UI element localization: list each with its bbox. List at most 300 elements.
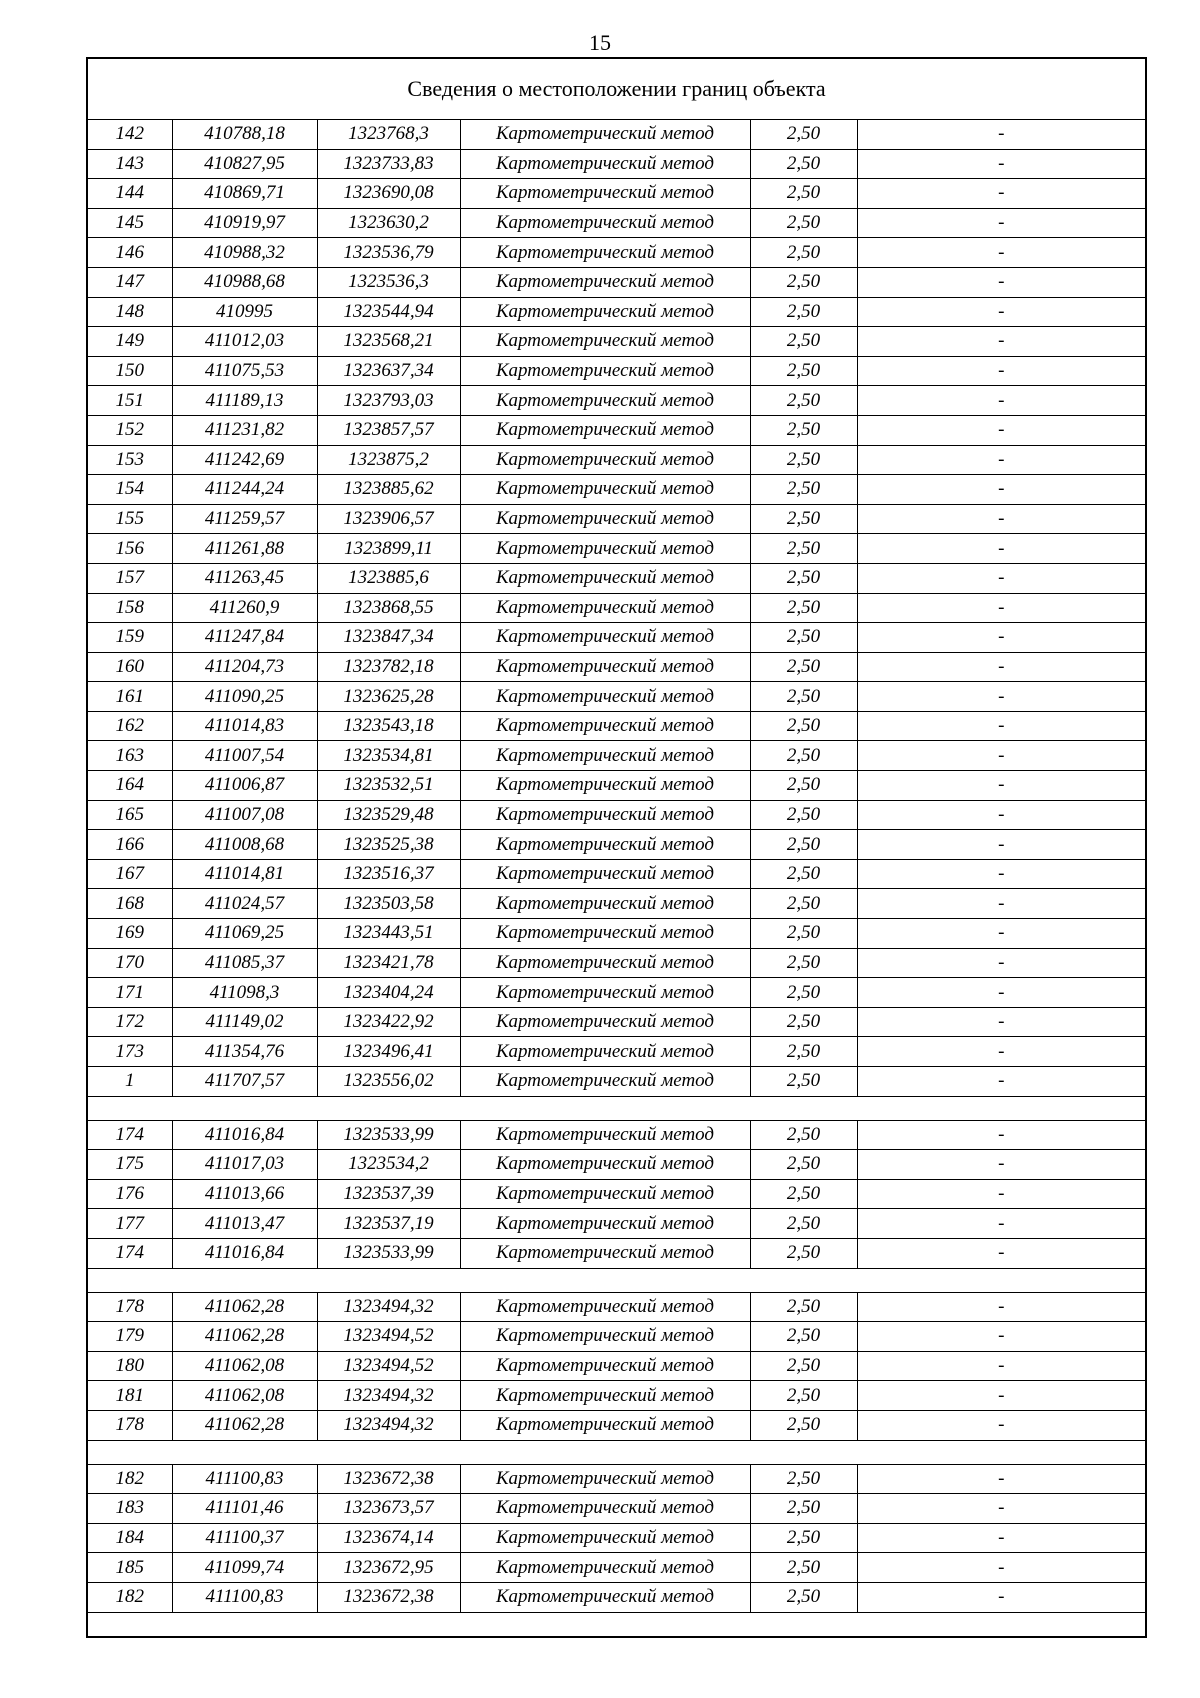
table-row [87,1067,1146,1097]
x-coordinate-cell: 411085,37 [172,948,317,978]
accuracy-cell: 2,50 [750,445,857,475]
x-coordinate-cell: 411100,83 [172,1464,317,1494]
x-coordinate-cell: 411062,28 [172,1322,317,1352]
method-cell: Картометрический метод [460,1120,750,1150]
description-cell: - [857,1238,1146,1268]
method-cell: Картометрический метод [460,978,750,1008]
point-number-cell: 184 [87,1523,172,1553]
method-cell: Картометрический метод [460,504,750,534]
x-coordinate-cell: 411707,57 [172,1067,317,1097]
description-cell: - [857,1179,1146,1209]
accuracy-cell: 2,50 [750,179,857,209]
accuracy-cell: 2,50 [750,741,857,771]
description-cell: - [857,563,1146,593]
y-coordinate-cell: 1323534,2 [317,1150,460,1180]
accuracy-cell: 2,50 [750,623,857,653]
group-separator-cell [87,1440,1146,1464]
y-coordinate-cell: 1323422,92 [317,1007,460,1037]
point-number-cell: 182 [87,1464,172,1494]
description-cell: - [857,179,1146,209]
y-coordinate-cell: 1323525,38 [317,830,460,860]
table-row [87,800,1146,830]
accuracy-cell: 2,50 [750,889,857,919]
y-coordinate-cell: 1323536,3 [317,267,460,297]
description-cell: - [857,623,1146,653]
accuracy-cell: 2,50 [750,149,857,179]
accuracy-cell: 2,50 [750,1381,857,1411]
point-number-cell: 185 [87,1553,172,1583]
point-number-cell: 166 [87,830,172,860]
x-coordinate-cell: 411189,13 [172,386,317,416]
y-coordinate-cell: 1323494,52 [317,1322,460,1352]
accuracy-cell: 2,50 [750,267,857,297]
method-cell: Картометрический метод [460,1209,750,1239]
table-row [87,1464,1146,1494]
table-row [87,593,1146,623]
x-coordinate-cell: 411012,03 [172,327,317,357]
y-coordinate-cell: 1323847,34 [317,623,460,653]
x-coordinate-cell: 411263,45 [172,563,317,593]
method-cell: Картометрический метод [460,1292,750,1322]
description-cell: - [857,771,1146,801]
table-row [87,504,1146,534]
x-coordinate-cell: 411244,24 [172,475,317,505]
table-row [87,445,1146,475]
point-number-cell: 174 [87,1120,172,1150]
page-number: 15 [589,30,611,55]
y-coordinate-cell: 1323733,83 [317,149,460,179]
group-separator-row [87,1268,1146,1292]
accuracy-cell: 2,50 [750,1410,857,1440]
accuracy-cell: 2,50 [750,1037,857,1067]
x-coordinate-cell: 411016,84 [172,1238,317,1268]
x-coordinate-cell: 411069,25 [172,919,317,949]
description-cell: - [857,386,1146,416]
x-coordinate-cell: 411014,81 [172,859,317,889]
table-row [87,563,1146,593]
x-coordinate-cell: 411231,82 [172,415,317,445]
point-number-cell: 170 [87,948,172,978]
accuracy-cell: 2,50 [750,1553,857,1583]
description-cell: - [857,1351,1146,1381]
method-cell: Картометрический метод [460,297,750,327]
x-coordinate-cell: 410869,71 [172,179,317,209]
y-coordinate-cell: 1323543,18 [317,711,460,741]
y-coordinate-cell: 1323494,32 [317,1381,460,1411]
method-cell: Картометрический метод [460,1067,750,1097]
accuracy-cell: 2,50 [750,859,857,889]
table-row [87,238,1146,268]
point-number-cell: 171 [87,978,172,1008]
y-coordinate-cell: 1323875,2 [317,445,460,475]
boundary-coordinates-table [86,57,1147,1638]
accuracy-cell: 2,50 [750,1494,857,1524]
y-coordinate-cell: 1323885,6 [317,563,460,593]
y-coordinate-cell: 1323532,51 [317,771,460,801]
y-coordinate-cell: 1323494,52 [317,1351,460,1381]
point-number-cell: 173 [87,1037,172,1067]
accuracy-cell: 2,50 [750,711,857,741]
table-row [87,1381,1146,1411]
point-number-cell: 180 [87,1351,172,1381]
x-coordinate-cell: 410827,95 [172,149,317,179]
description-cell: - [857,534,1146,564]
y-coordinate-cell: 1323768,3 [317,120,460,150]
x-coordinate-cell: 411075,53 [172,356,317,386]
description-cell: - [857,1410,1146,1440]
table-row [87,1553,1146,1583]
x-coordinate-cell: 411247,84 [172,623,317,653]
description-cell: - [857,1523,1146,1553]
method-cell: Картометрический метод [460,593,750,623]
point-number-cell: 157 [87,563,172,593]
point-number-cell: 147 [87,267,172,297]
x-coordinate-cell: 411062,28 [172,1410,317,1440]
point-number-cell: 161 [87,682,172,712]
description-cell: - [857,1464,1146,1494]
method-cell: Картометрический метод [460,623,750,653]
method-cell: Картометрический метод [460,534,750,564]
accuracy-cell: 2,50 [750,919,857,949]
table-row [87,1007,1146,1037]
point-number-cell: 167 [87,859,172,889]
accuracy-cell: 2,50 [750,948,857,978]
point-number-cell: 172 [87,1007,172,1037]
point-number-cell: 144 [87,179,172,209]
method-cell: Картометрический метод [460,800,750,830]
y-coordinate-cell: 1323537,19 [317,1209,460,1239]
accuracy-cell: 2,50 [750,534,857,564]
point-number-cell: 148 [87,297,172,327]
table-row [87,1150,1146,1180]
point-number-cell: 182 [87,1582,172,1612]
description-cell: - [857,1494,1146,1524]
y-coordinate-cell: 1323906,57 [317,504,460,534]
accuracy-cell: 2,50 [750,120,857,150]
method-cell: Картометрический метод [460,445,750,475]
table-title-row [87,58,1146,120]
description-cell: - [857,800,1146,830]
method-cell: Картометрический метод [460,1464,750,1494]
y-coordinate-cell: 1323404,24 [317,978,460,1008]
method-cell: Картометрический метод [460,919,750,949]
table-row [87,297,1146,327]
description-cell: - [857,1322,1146,1352]
accuracy-cell: 2,50 [750,1120,857,1150]
description-cell: - [857,267,1146,297]
point-number-cell: 179 [87,1322,172,1352]
description-cell: - [857,238,1146,268]
y-coordinate-cell: 1323494,32 [317,1410,460,1440]
accuracy-cell: 2,50 [750,1007,857,1037]
y-coordinate-cell: 1323516,37 [317,859,460,889]
table-row [87,1582,1146,1612]
accuracy-cell: 2,50 [750,1209,857,1239]
table-row [87,830,1146,860]
table-row [87,534,1146,564]
method-cell: Картометрический метод [460,179,750,209]
x-coordinate-cell: 411007,54 [172,741,317,771]
method-cell: Картометрический метод [460,652,750,682]
group-separator-row [87,1440,1146,1464]
point-number-cell: 145 [87,208,172,238]
y-coordinate-cell: 1323885,62 [317,475,460,505]
description-cell: - [857,1007,1146,1037]
x-coordinate-cell: 410919,97 [172,208,317,238]
y-coordinate-cell: 1323421,78 [317,948,460,978]
method-cell: Картометрический метод [460,1381,750,1411]
y-coordinate-cell: 1323899,11 [317,534,460,564]
point-number-cell: 183 [87,1494,172,1524]
description-cell: - [857,1292,1146,1322]
table-row [87,208,1146,238]
y-coordinate-cell: 1323529,48 [317,800,460,830]
method-cell: Картометрический метод [460,1179,750,1209]
x-coordinate-cell: 411149,02 [172,1007,317,1037]
table-row [87,415,1146,445]
x-coordinate-cell: 411260,9 [172,593,317,623]
accuracy-cell: 2,50 [750,1179,857,1209]
point-number-cell: 169 [87,919,172,949]
description-cell: - [857,830,1146,860]
y-coordinate-cell: 1323537,39 [317,1179,460,1209]
point-number-cell: 177 [87,1209,172,1239]
y-coordinate-cell: 1323533,99 [317,1120,460,1150]
description-cell: - [857,682,1146,712]
method-cell: Картометрический метод [460,830,750,860]
table-row [87,859,1146,889]
point-number-cell: 162 [87,711,172,741]
table-row [87,267,1146,297]
accuracy-cell: 2,50 [750,208,857,238]
point-number-cell: 150 [87,356,172,386]
accuracy-cell: 2,50 [750,1523,857,1553]
x-coordinate-cell: 411090,25 [172,682,317,712]
point-number-cell: 178 [87,1292,172,1322]
table-row [87,741,1146,771]
x-coordinate-cell: 411062,08 [172,1381,317,1411]
table-row [87,386,1146,416]
method-cell: Картометрический метод [460,741,750,771]
method-cell: Картометрический метод [460,120,750,150]
description-cell: - [857,978,1146,1008]
y-coordinate-cell: 1323503,58 [317,889,460,919]
group-separator-cell [87,1612,1146,1637]
description-cell: - [857,711,1146,741]
group-separator-cell [87,1268,1146,1292]
y-coordinate-cell: 1323533,99 [317,1238,460,1268]
y-coordinate-cell: 1323496,41 [317,1037,460,1067]
description-cell: - [857,297,1146,327]
description-cell: - [857,1582,1146,1612]
method-cell: Картометрический метод [460,1523,750,1553]
accuracy-cell: 2,50 [750,415,857,445]
method-cell: Картометрический метод [460,1582,750,1612]
description-cell: - [857,741,1146,771]
method-cell: Картометрический метод [460,682,750,712]
description-cell: - [857,1381,1146,1411]
table-row [87,652,1146,682]
table-row [87,120,1146,150]
accuracy-cell: 2,50 [750,978,857,1008]
method-cell: Картометрический метод [460,238,750,268]
table-row [87,711,1146,741]
accuracy-cell: 2,50 [750,386,857,416]
y-coordinate-cell: 1323868,55 [317,593,460,623]
point-number-cell: 163 [87,741,172,771]
y-coordinate-cell: 1323630,2 [317,208,460,238]
point-number-cell: 156 [87,534,172,564]
accuracy-cell: 2,50 [750,771,857,801]
x-coordinate-cell: 411098,3 [172,978,317,1008]
y-coordinate-cell: 1323534,81 [317,741,460,771]
table-row [87,889,1146,919]
accuracy-cell: 2,50 [750,1464,857,1494]
point-number-cell: 176 [87,1179,172,1209]
accuracy-cell: 2,50 [750,652,857,682]
y-coordinate-cell: 1323672,38 [317,1582,460,1612]
table-row [87,919,1146,949]
point-number-cell: 164 [87,771,172,801]
point-number-cell: 159 [87,623,172,653]
description-cell: - [857,1037,1146,1067]
y-coordinate-cell: 1323443,51 [317,919,460,949]
description-cell: - [857,859,1146,889]
method-cell: Картометрический метод [460,1037,750,1067]
method-cell: Картометрический метод [460,475,750,505]
point-number-cell: 154 [87,475,172,505]
point-number-cell: 142 [87,120,172,150]
group-separator-row [87,1612,1146,1637]
x-coordinate-cell: 411101,46 [172,1494,317,1524]
accuracy-cell: 2,50 [750,1582,857,1612]
description-cell: - [857,208,1146,238]
accuracy-cell: 2,50 [750,475,857,505]
description-cell: - [857,445,1146,475]
point-number-cell: 146 [87,238,172,268]
x-coordinate-cell: 411261,88 [172,534,317,564]
description-cell: - [857,1120,1146,1150]
point-number-cell: 1 [87,1067,172,1097]
group-separator-row [87,1096,1146,1120]
method-cell: Картометрический метод [460,356,750,386]
method-cell: Картометрический метод [460,1238,750,1268]
accuracy-cell: 2,50 [750,238,857,268]
table-title: Сведения о местоположении границ объекта [87,58,1146,120]
table-row [87,1410,1146,1440]
accuracy-cell: 2,50 [750,1067,857,1097]
x-coordinate-cell: 411024,57 [172,889,317,919]
y-coordinate-cell: 1323625,28 [317,682,460,712]
description-cell: - [857,1209,1146,1239]
point-number-cell: 174 [87,1238,172,1268]
y-coordinate-cell: 1323637,34 [317,356,460,386]
table-row [87,149,1146,179]
table-row [87,1494,1146,1524]
x-coordinate-cell: 410995 [172,297,317,327]
point-number-cell: 152 [87,415,172,445]
table-row [87,1292,1146,1322]
x-coordinate-cell: 411062,28 [172,1292,317,1322]
y-coordinate-cell: 1323672,95 [317,1553,460,1583]
y-coordinate-cell: 1323556,02 [317,1067,460,1097]
method-cell: Картометрический метод [460,327,750,357]
method-cell: Картометрический метод [460,711,750,741]
y-coordinate-cell: 1323568,21 [317,327,460,357]
y-coordinate-cell: 1323673,57 [317,1494,460,1524]
y-coordinate-cell: 1323690,08 [317,179,460,209]
x-coordinate-cell: 411014,83 [172,711,317,741]
method-cell: Картометрический метод [460,1351,750,1381]
y-coordinate-cell: 1323857,57 [317,415,460,445]
description-cell: - [857,593,1146,623]
x-coordinate-cell: 411017,03 [172,1150,317,1180]
x-coordinate-cell: 411100,37 [172,1523,317,1553]
table-row [87,475,1146,505]
table-row [87,682,1146,712]
method-cell: Картометрический метод [460,948,750,978]
x-coordinate-cell: 411099,74 [172,1553,317,1583]
accuracy-cell: 2,50 [750,1322,857,1352]
table-row [87,1523,1146,1553]
group-separator-cell [87,1096,1146,1120]
table-row [87,1037,1146,1067]
point-number-cell: 151 [87,386,172,416]
x-coordinate-cell: 411013,47 [172,1209,317,1239]
table-row [87,1351,1146,1381]
method-cell: Картометрический метод [460,1553,750,1583]
accuracy-cell: 2,50 [750,504,857,534]
description-cell: - [857,475,1146,505]
table-row [87,179,1146,209]
accuracy-cell: 2,50 [750,682,857,712]
table-row [87,1120,1146,1150]
accuracy-cell: 2,50 [750,356,857,386]
point-number-cell: 168 [87,889,172,919]
y-coordinate-cell: 1323782,18 [317,652,460,682]
method-cell: Картометрический метод [460,208,750,238]
accuracy-cell: 2,50 [750,297,857,327]
x-coordinate-cell: 411259,57 [172,504,317,534]
method-cell: Картометрический метод [460,563,750,593]
x-coordinate-cell: 411008,68 [172,830,317,860]
accuracy-cell: 2,50 [750,327,857,357]
point-number-cell: 181 [87,1381,172,1411]
x-coordinate-cell: 411006,87 [172,771,317,801]
method-cell: Картометрический метод [460,267,750,297]
point-number-cell: 153 [87,445,172,475]
description-cell: - [857,415,1146,445]
description-cell: - [857,1553,1146,1583]
point-number-cell: 160 [87,652,172,682]
table-row [87,1179,1146,1209]
y-coordinate-cell: 1323536,79 [317,238,460,268]
method-cell: Картометрический метод [460,771,750,801]
method-cell: Картометрический метод [460,149,750,179]
y-coordinate-cell: 1323674,14 [317,1523,460,1553]
point-number-cell: 158 [87,593,172,623]
x-coordinate-cell: 411013,66 [172,1179,317,1209]
x-coordinate-cell: 411204,73 [172,652,317,682]
method-cell: Картометрический метод [460,386,750,416]
table-row [87,327,1146,357]
description-cell: - [857,120,1146,150]
table-row [87,1322,1146,1352]
method-cell: Картометрический метод [460,1322,750,1352]
accuracy-cell: 2,50 [750,1351,857,1381]
description-cell: - [857,948,1146,978]
x-coordinate-cell: 411016,84 [172,1120,317,1150]
